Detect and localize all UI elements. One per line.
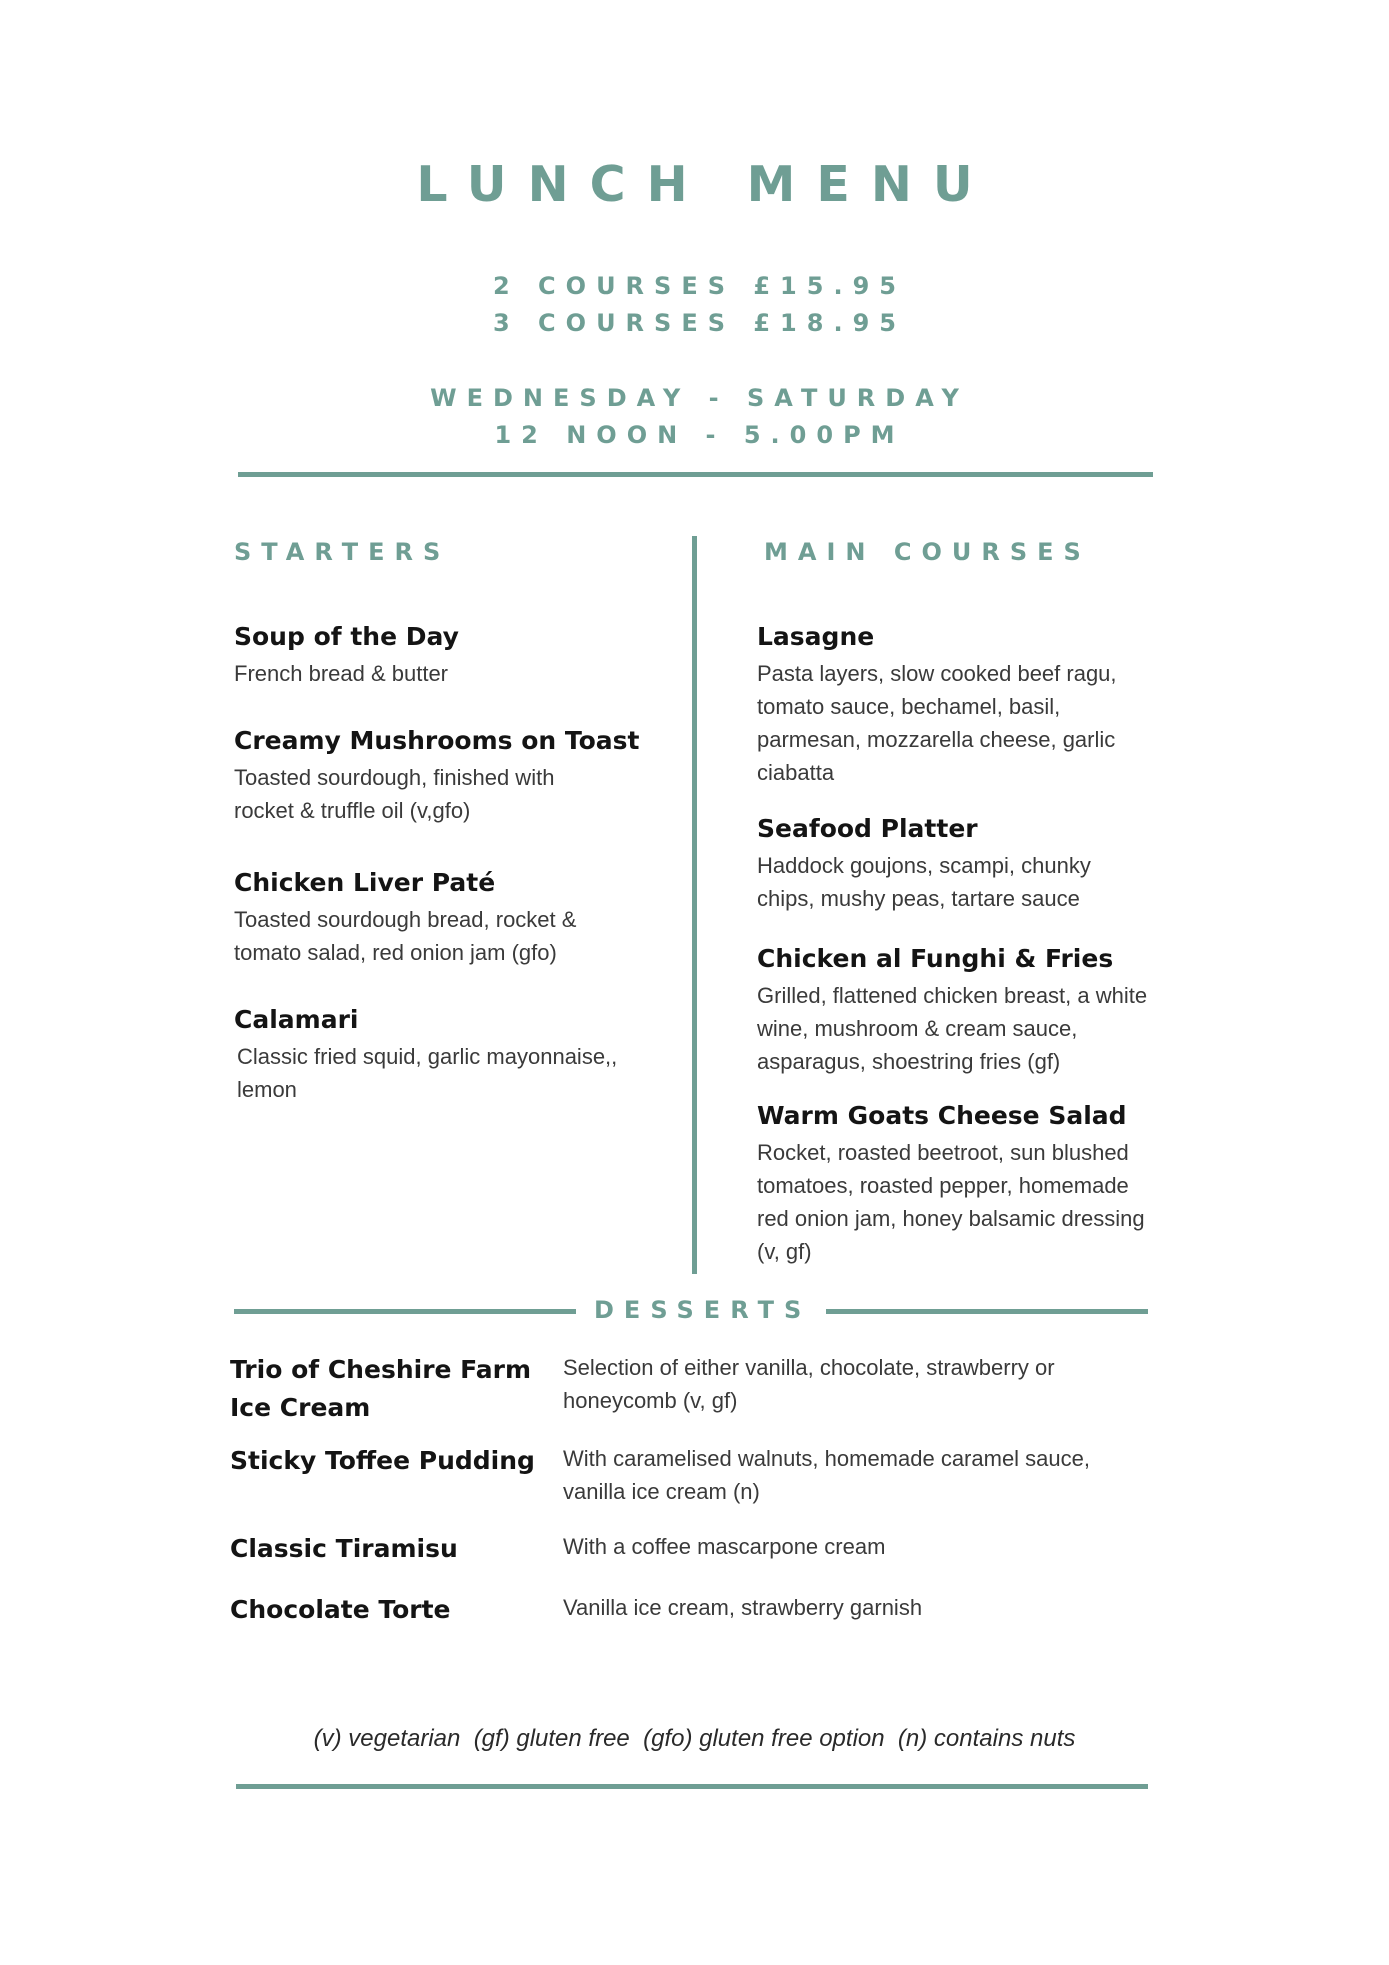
starter-item xyxy=(234,868,654,969)
menu-title: LUNCH MENU xyxy=(416,156,994,213)
main-desc: Rocket, roasted beetroot, sun blushed tomatoes, roasted pepper, homemade red onion jam, honey balsamic dressing (v, gf) xyxy=(757,1140,1145,1264)
starter-desc: French bread & butter xyxy=(234,661,449,686)
main-name: Chicken al Funghi & Fries xyxy=(757,944,1114,973)
desserts-heading: DESSERTS xyxy=(594,1296,812,1324)
dessert-name: Sticky Toffee Pudding xyxy=(230,1446,535,1475)
footer-divider xyxy=(236,1784,1148,1789)
main-desc: Pasta layers, slow cooked beef ragu, tomato sauce, bechamel, basil, parmesan, mozzarella cheese, garlic ciabatta xyxy=(757,661,1117,785)
main-name: Lasagne xyxy=(757,622,875,651)
starter-desc: Toasted sourdough, finished with rocket & truffle oil (v,gfo) xyxy=(234,765,555,823)
header-divider xyxy=(238,472,1153,477)
desserts-rule-left xyxy=(234,1309,576,1314)
dessert-name: Classic Tiramisu xyxy=(230,1534,458,1563)
main-item xyxy=(757,1101,1177,1268)
starter-desc: Toasted sourdough bread, rocket & tomato salad, red onion jam (gfo) xyxy=(234,907,577,965)
starter-item xyxy=(234,726,654,827)
main-desc: Grilled, flattened chicken breast, a white wine, mushroom & cream sauce, asparagus, shoestring fries (gf) xyxy=(757,983,1148,1074)
main-item xyxy=(757,622,1177,789)
dietary-key: (v) vegetarian (gf) gluten free (gfo) gluten free option (n) contains nuts xyxy=(313,1725,1076,1752)
starter-item xyxy=(234,622,654,690)
price-three-courses: 3 COURSES £18.95 xyxy=(493,309,906,337)
main-desc: Haddock goujons, scampi, chunky chips, mushy peas, tartare sauce xyxy=(757,853,1091,911)
price-two-courses: 2 COURSES £15.95 xyxy=(493,272,906,300)
starter-desc: Classic fried squid, garlic mayonnaise,, lemon xyxy=(237,1044,618,1102)
dessert-desc: Selection of either vanilla, chocolate, strawberry or honeycomb (v, gf) xyxy=(563,1355,1055,1413)
dessert-desc: Vanilla ice cream, strawberry garnish xyxy=(563,1595,923,1620)
mains-heading: MAIN COURSES xyxy=(764,538,1091,566)
dessert-desc: With caramelised walnuts, homemade caramel sauce, vanilla ice cream (n) xyxy=(563,1446,1091,1504)
days-served: WEDNESDAY - SATURDAY xyxy=(430,384,969,412)
starter-item xyxy=(234,1005,654,1106)
starter-name: Soup of the Day xyxy=(234,622,459,651)
main-item xyxy=(757,944,1177,1078)
column-divider xyxy=(692,536,697,1274)
dessert-name: Trio of Cheshire Farm Ice Cream xyxy=(230,1355,532,1422)
main-item xyxy=(757,814,1177,915)
desserts-rule-right xyxy=(826,1309,1148,1314)
starter-name: Calamari xyxy=(234,1005,359,1034)
starter-name: Chicken Liver Paté xyxy=(234,868,496,897)
starter-name: Creamy Mushrooms on Toast xyxy=(234,726,640,755)
dessert-name: Chocolate Torte xyxy=(230,1595,451,1624)
main-name: Seafood Platter xyxy=(757,814,978,843)
starters-heading: STARTERS xyxy=(234,538,451,566)
dessert-desc: With a coffee mascarpone cream xyxy=(563,1534,886,1559)
main-name: Warm Goats Cheese Salad xyxy=(757,1101,1127,1130)
hours-served: 12 NOON - 5.00PM xyxy=(494,421,905,449)
